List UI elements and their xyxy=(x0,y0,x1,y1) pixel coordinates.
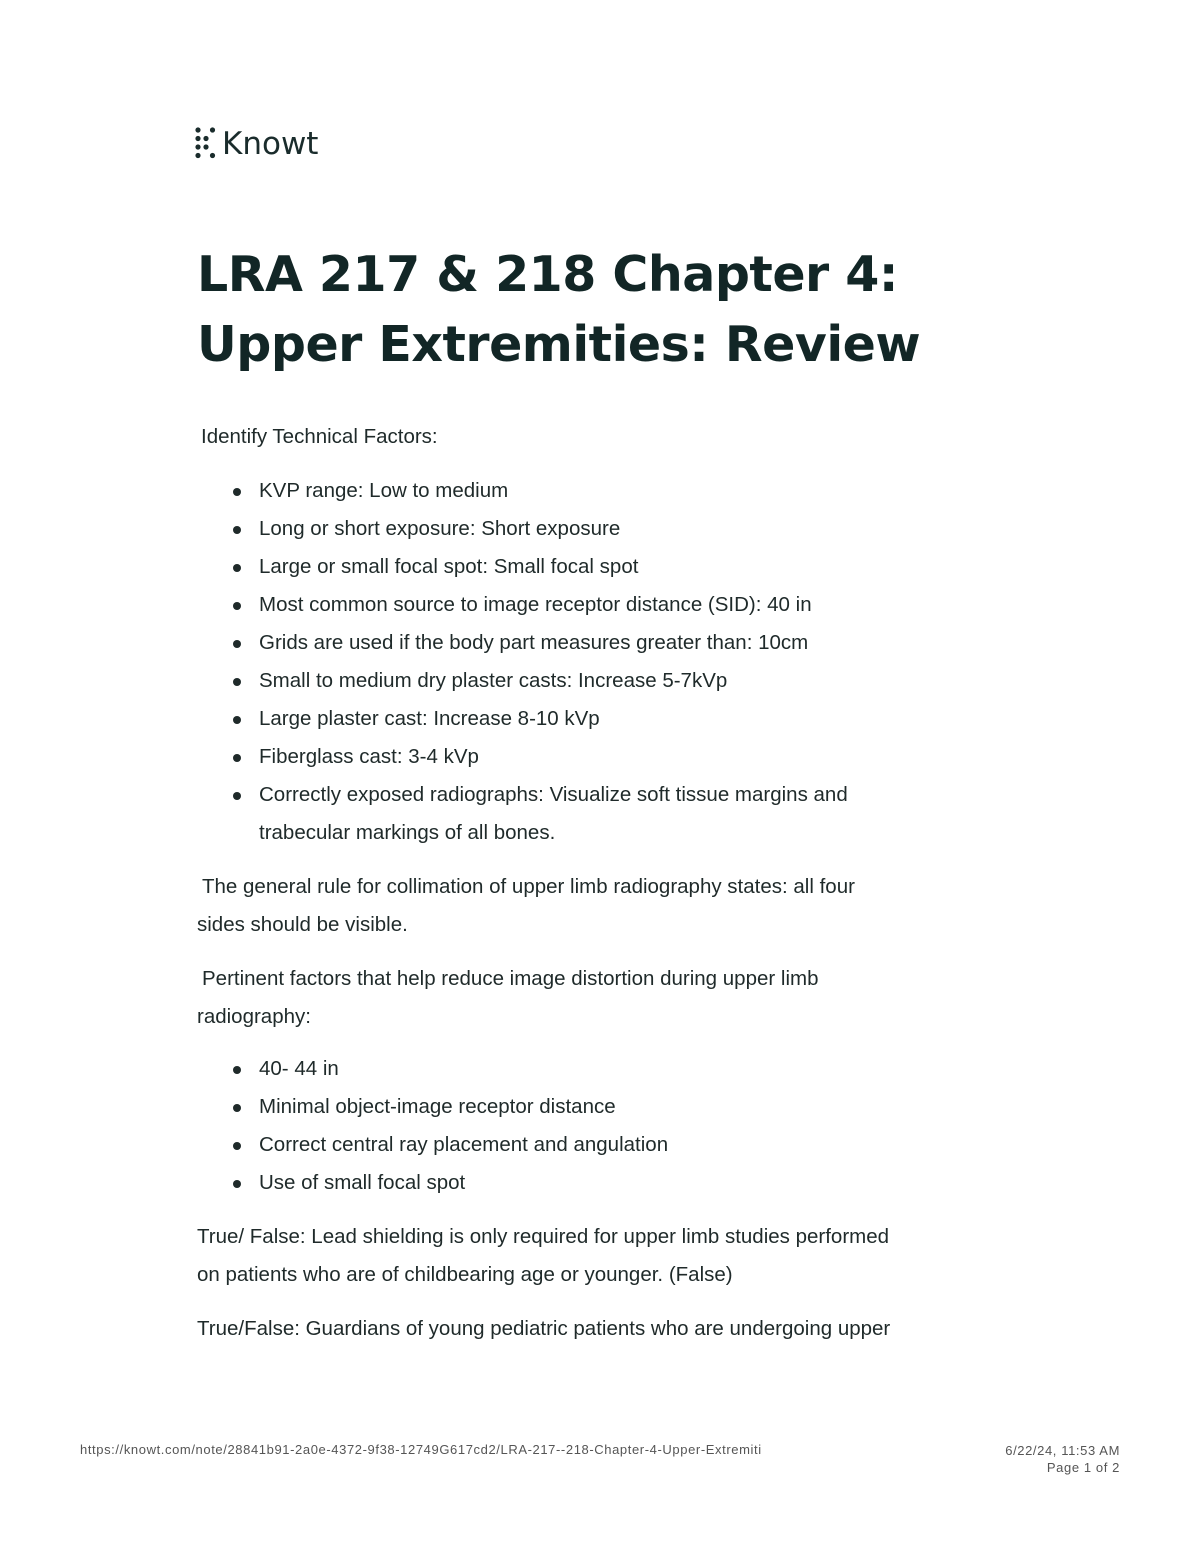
list-item: Long or short exposure: Short exposure xyxy=(259,510,997,548)
list-item: Most common source to image receptor distance (SID): 40 in xyxy=(259,586,997,624)
list-item: Small to medium dry plaster casts: Increase 5-7kVp xyxy=(259,662,997,700)
footer-meta xyxy=(1005,1442,1120,1476)
list-item: Correctly exposed radiographs: Visualize soft tissue margins and trabecular markings of all bones. xyxy=(259,776,939,852)
page-title xyxy=(197,240,997,380)
list-item: KVP range: Low to medium xyxy=(259,472,997,510)
brand-name: Knowt xyxy=(222,126,319,162)
note-content xyxy=(197,240,997,1348)
list-item: Fiberglass cast: 3-4 kVp xyxy=(259,738,997,776)
distortion-line-1: Pertinent factors that help reduce image distortion during upper limb xyxy=(202,967,819,990)
true-false-question-1 xyxy=(197,1218,997,1294)
distortion-factors-list xyxy=(197,1050,997,1202)
collimation-line-1: The general rule for collimation of upper limb radiography states: all four xyxy=(202,875,855,898)
section-intro: Identify Technical Factors: xyxy=(201,425,438,448)
footer-url: https://knowt.com/note/28841b91-2a0e-4372-9f38-12749G617cd2/LRA-217--218-Chapter-4-Upper-Extremiti xyxy=(80,1442,762,1457)
technical-factors-list xyxy=(197,472,997,852)
list-item: Correct central ray placement and angulation xyxy=(259,1126,997,1164)
footer-page-number: Page 1 of 2 xyxy=(1046,1460,1120,1475)
tf1-line-2: on patients who are of childbearing age or younger. (False) xyxy=(197,1263,733,1286)
title-line-2: Upper Extremities: Review xyxy=(197,316,921,373)
list-item: Large plaster cast: Increase 8-10 kVp xyxy=(259,700,997,738)
footer-datetime: 6/22/24, 11:53 AM xyxy=(1005,1443,1120,1458)
distortion-paragraph xyxy=(197,960,997,1036)
dots-logo-icon xyxy=(194,126,216,162)
collimation-paragraph xyxy=(197,868,997,944)
distortion-line-2: radiography: xyxy=(197,1005,311,1028)
list-item: Use of small focal spot xyxy=(259,1164,997,1202)
collimation-line-2: sides should be visible. xyxy=(197,913,408,936)
tf1-line-1: True/ False: Lead shielding is only required for upper limb studies performed xyxy=(197,1225,890,1248)
list-item: 40- 44 in xyxy=(259,1050,997,1088)
brand-logo xyxy=(194,124,318,164)
list-item: Grids are used if the body part measures greater than: 10cm xyxy=(259,624,997,662)
true-false-question-2: True/False: Guardians of young pediatric patients who are undergoing upper xyxy=(197,1317,891,1340)
list-item: Minimal object-image receptor distance xyxy=(259,1088,997,1126)
list-item: Large or small focal spot: Small focal spot xyxy=(259,548,997,586)
title-line-1: LRA 217 & 218 Chapter 4: xyxy=(197,246,898,303)
